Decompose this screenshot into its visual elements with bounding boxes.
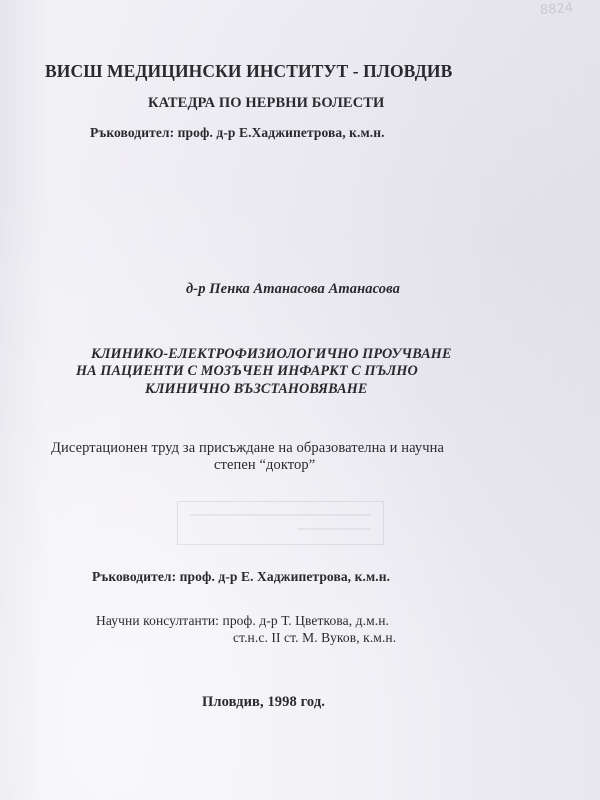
- title-line: КЛИНИЧНО ВЪЗСТАНОВЯВАНЕ: [145, 381, 368, 397]
- title-line: КЛИНИКО-ЕЛЕКТРОФИЗИОЛОГИЧНО ПРОУЧВАНЕ: [91, 346, 452, 362]
- department-heading: КАТЕДРА ПО НЕРВНИ БОЛЕСТИ: [148, 95, 385, 111]
- place-and-year: Пловдив, 1998 год.: [202, 694, 325, 710]
- handwritten-archive-number: 8824: [539, 0, 574, 19]
- department-head: Ръководител: проф. д-р Е.Хаджипетрова, к.м.н.: [90, 125, 385, 140]
- description-line: Дисертационен труд за присъждане на образователна и научна: [51, 440, 445, 456]
- title-line: НА ПАЦИЕНТИ С МОЗЪЧЕН ИНФАРКТ С ПЪЛНО: [76, 363, 418, 379]
- bleed-through-stamp: [177, 501, 384, 545]
- consultant-line: Научни консултанти: проф. д-р Т. Цветкова, д.м.н.: [96, 613, 390, 628]
- supervisor: Ръководител: проф. д-р Е. Хаджипетрова, к.м.н.: [92, 569, 391, 584]
- description-line: степен “доктор”: [214, 457, 316, 473]
- author-name: д-р Пенка Атанасова Атанасова: [186, 281, 400, 297]
- institution-heading: ВИСШ МЕДИЦИНСКИ ИНСТИТУТ - ПЛОВДИВ: [45, 61, 453, 81]
- consultant-line: ст.н.с. II ст. М. Вуков, к.м.н.: [233, 630, 397, 645]
